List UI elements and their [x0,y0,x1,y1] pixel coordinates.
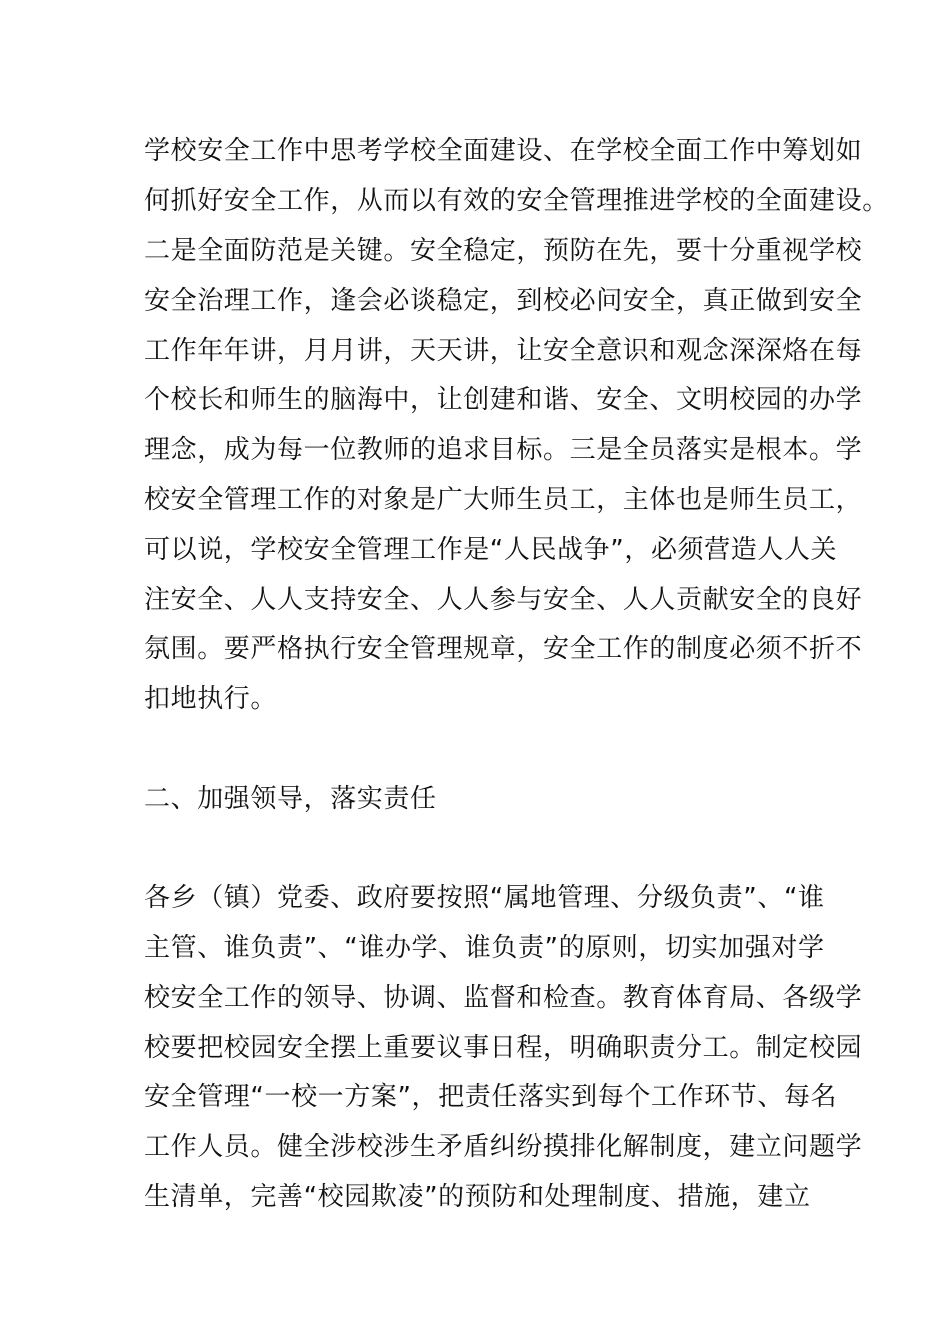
paragraph-1-line: 可以说，学校安全管理工作是“人民战争”，必须营造人人关 [144,535,838,565]
paragraph-1-line: 氛围。要严格执行安全管理规章，安全工作的制度必须不折不 [144,634,863,664]
section-heading: 二、加强领导，落实责任 [144,784,437,814]
paragraph-1-line: 个校长和师生的脑海中，让创建和谐、安全、文明校园的办学 [144,385,863,415]
paragraph-1-line: 注安全、人人支持安全、人人参与安全、人人贡献安全的良好 [144,585,863,615]
paragraph-2-line: 工作人员。健全涉校涉生矛盾纠纷摸排化解制度，建立问题学 [144,1132,863,1162]
paragraph-1-line: 校安全管理工作的对象是广大师生员工，主体也是师生员工， [144,485,863,515]
paragraph-1-line: 何抓好安全工作，从而以有效的安全管理推进学校的全面建设。 [144,186,889,216]
paragraph-1-line: 安全治理工作，逢会必谈稳定，到校必问安全，真正做到安全 [144,286,863,316]
paragraph-2-line: 生清单，完善“校园欺凌”的预防和处理制度、措施，建立 [144,1182,811,1212]
paragraph-2-line: 安全管理“一校一方案”，把责任落实到每个工作环节、每名 [144,1082,838,1112]
paragraph-1-line: 学校安全工作中思考学校全面建设、在学校全面工作中筹划如 [144,136,863,166]
paragraph-1-line: 扣地执行。 [144,684,278,714]
paragraph-1-line: 工作年年讲，月月讲，天天讲，让安全意识和观念深深烙在每 [144,336,863,366]
paragraph-1-line: 二是全面防范是关键。安全稳定，预防在先，要十分重视学校 [144,236,863,266]
paragraph-2-line: 各乡（镇）党委、政府要按照“属地管理、分级负责”、“谁 [144,883,825,913]
paragraph-1-line: 理念，成为每一位教师的追求目标。三是全员落实是根本。学 [144,435,863,465]
paragraph-2-line: 校要把校园安全摆上重要议事日程，明确职责分工。制定校园 [144,1033,863,1063]
paragraph-2-line: 校安全工作的领导、协调、监督和检查。教育体育局、各级学 [144,983,863,1013]
paragraph-2-line: 主管、谁负责”、“谁办学、谁负责”的原则，切实加强对学 [144,933,825,963]
